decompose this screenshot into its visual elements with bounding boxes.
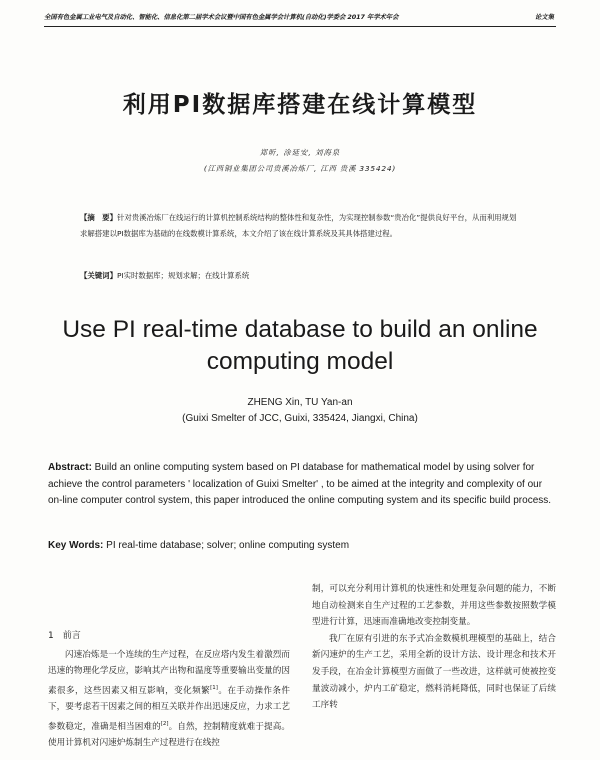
chinese-keywords [80, 270, 520, 281]
section-heading: 1 前言 [48, 631, 81, 641]
body-right-column [312, 581, 556, 714]
introduction-continued-paragraph: 制，可以充分利用计算机的快速性和处理复杂问题的能力，不断地自动检测来自生产过程的工艺参数，并用这些参数按照数学模型进行计算，迅速而准确地改变控制变量。 [312, 584, 556, 628]
citation-2: [2] [160, 720, 169, 727]
plant-improvement-paragraph: 我厂在原有引进的东予式冶金数模机理模型的基础上，结合新闪速炉的生产工艺，采用全新的设计方法、设计理念和技术开发手段，在冶金计算模型方面做了一些改进，这样就可使被控变量波动减小，炉内工矿稳定，燃料消耗降低，同时也保证了后续工序转 [312, 633, 556, 711]
english-abstract-label: Abstract: [48, 462, 92, 473]
english-keywords-label: Key Words: [48, 540, 104, 551]
english-keywords-text: PI real-time database; solver; online computing system [103, 540, 350, 551]
english-authors: ZHENG Xin, TU Yan-an [247, 397, 353, 408]
intro-text-part-2: 。在手动操作条件下，要考虑若干因素之间的相互关联并作出迅速反应，力求工艺参数稳定，准确是相当困难的 [48, 685, 290, 732]
citation-1: [1] [210, 684, 218, 691]
chinese-affiliation: (江西铜业集团公司贵溪冶炼厂, 江西 贵溪 335424) [203, 164, 397, 173]
chinese-keywords-text: PI实时数据库；规划求解；在线计算系统 [116, 271, 250, 280]
running-header [44, 10, 556, 27]
chinese-abstract-label: 【摘 要】 [80, 213, 117, 222]
english-abstract-text: Build an online computing system based on PI database for mathematical model by using solver for achieve the control parameters ' localization of Guixi Smelter' , to be aimed at the integrity and complexity of our on-line computer control system, this paper introduced the online computing system and its specific build process. [48, 462, 552, 507]
proceedings-label: 论文集 [534, 13, 554, 21]
english-abstract [48, 460, 558, 510]
conference-name: 全国有色金属工业电气及自动化、智能化、信息化第二届学术会议暨中国有色金属学会计算机(自动化)学委会 2017 年学术年会 [44, 13, 399, 21]
intro-text-part-1: 闪速冶炼是一个连续的生产过程，在反应塔内发生着激烈而迅速的物理化学反应，影响其产出物和温度等重要输出变量的因素很多，这些因素又相互影响，变化频繁 [48, 649, 290, 696]
english-title: Use PI real-time database to build an online computing model [62, 316, 538, 375]
intro-text-part-3: 。自然，控制精度就难于提高。使用计算机对闪速炉炼制生产过程进行在线控 [48, 721, 290, 749]
chinese-abstract [80, 210, 520, 242]
body-left-column [48, 628, 290, 752]
english-keywords [48, 540, 558, 551]
chinese-title: 利用PI数据库搭建在线计算模型 [122, 92, 478, 118]
chinese-abstract-text: 针对贵溪冶炼厂在线运行的计算机控制系统结构的整体性和复杂性，为实现控制参数“贵冶化”提供良好平台，从而利用规划求解搭建以PI数据库为基础的在线数模计算系统，本文介绍了该在线计算系统及其具体搭建过程。 [80, 213, 517, 238]
chinese-authors: 郑昕, 涂延安, 刘海泉 [259, 148, 341, 157]
introduction-paragraph [48, 647, 290, 752]
english-affiliation: (Guixi Smelter of JCC, Guixi, 335424, Jiangxi, China) [182, 413, 418, 424]
chinese-keywords-label: 【关键词】 [80, 271, 117, 280]
